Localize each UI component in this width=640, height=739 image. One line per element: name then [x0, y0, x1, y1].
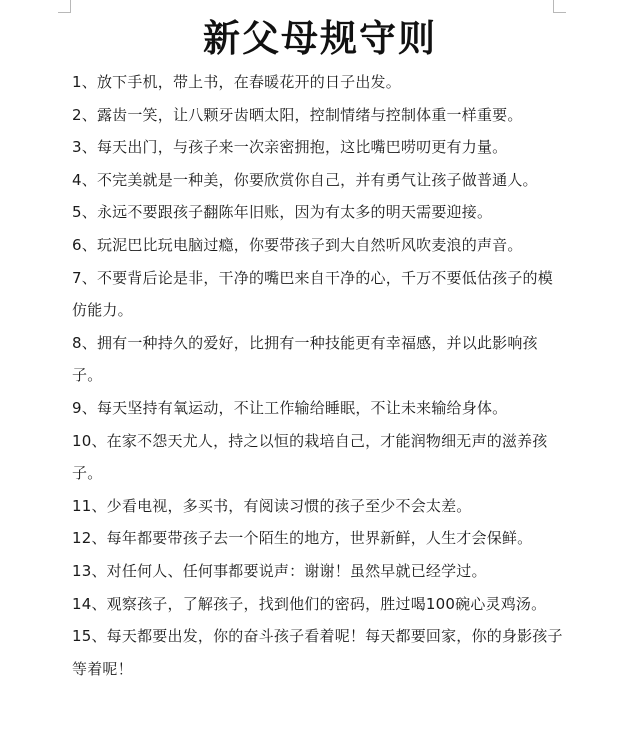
rule-item-9: 9、每天坚持有氧运动，不让工作输给睡眠，不让未来输给身体。 [72, 398, 508, 417]
rule-list [72, 66, 567, 685]
rule-item-1: 1、放下手机，带上书，在春暖花开的日子出发。 [72, 73, 401, 91]
rule-item-6: 6、玩泥巴比玩电脑过瘾，你要带孩子到大自然听风吹麦浪的声音。 [72, 235, 523, 254]
rule-item-10: 10、在家不怨天尤人，持之以恒的栽培自己，才能润物细无声的滋养孩子。 [72, 431, 548, 483]
page-title: 新父母规守则 [203, 17, 437, 60]
page-corner-mark-left [58, 0, 71, 13]
rule-item-8: 8、拥有一种持久的爱好，比拥有一种技能更有幸福感，并以此影响孩子。 [72, 333, 538, 385]
rule-item-2: 2、露齿一笑，让八颗牙齿晒太阳，控制情绪与控制体重一样重要。 [72, 105, 523, 124]
rule-item-11: 11、少看电视，多买书，有阅读习惯的孩子至少不会太差。 [72, 496, 472, 515]
rule-item-7: 7、不要背后论是非，干净的嘴巴来自干净的心，千万不要低估孩子的模仿能力。 [72, 268, 553, 320]
rule-item-12: 12、每年都要带孩子去一个陌生的地方，世界新鲜，人生才会保鲜。 [72, 529, 533, 548]
rule-item-14: 14、观察孩子，了解孩子，找到他们的密码，胜过喝100碗心灵鸡汤。 [72, 594, 547, 613]
rule-item-15: 15、每天都要出发，你的奋斗孩子看着呢！每天都要回家，你的身影孩子等着呢！ [72, 627, 563, 678]
rule-item-4: 4、不完美就是一种美，你要欣赏你自己，并有勇气让孩子做普通人。 [72, 170, 538, 189]
rule-item-13: 13、对任何人、任何事都要说声：谢谢！虽然早就已经学过。 [72, 561, 487, 580]
page-corner-mark-right [553, 0, 566, 13]
rule-item-5: 5、永远不要跟孩子翻陈年旧账，因为有太多的明天需要迎接。 [72, 203, 493, 222]
rule-item-3: 3、每天出门，与孩子来一次亲密拥抱，这比嘴巴唠叨更有力量。 [72, 138, 508, 157]
